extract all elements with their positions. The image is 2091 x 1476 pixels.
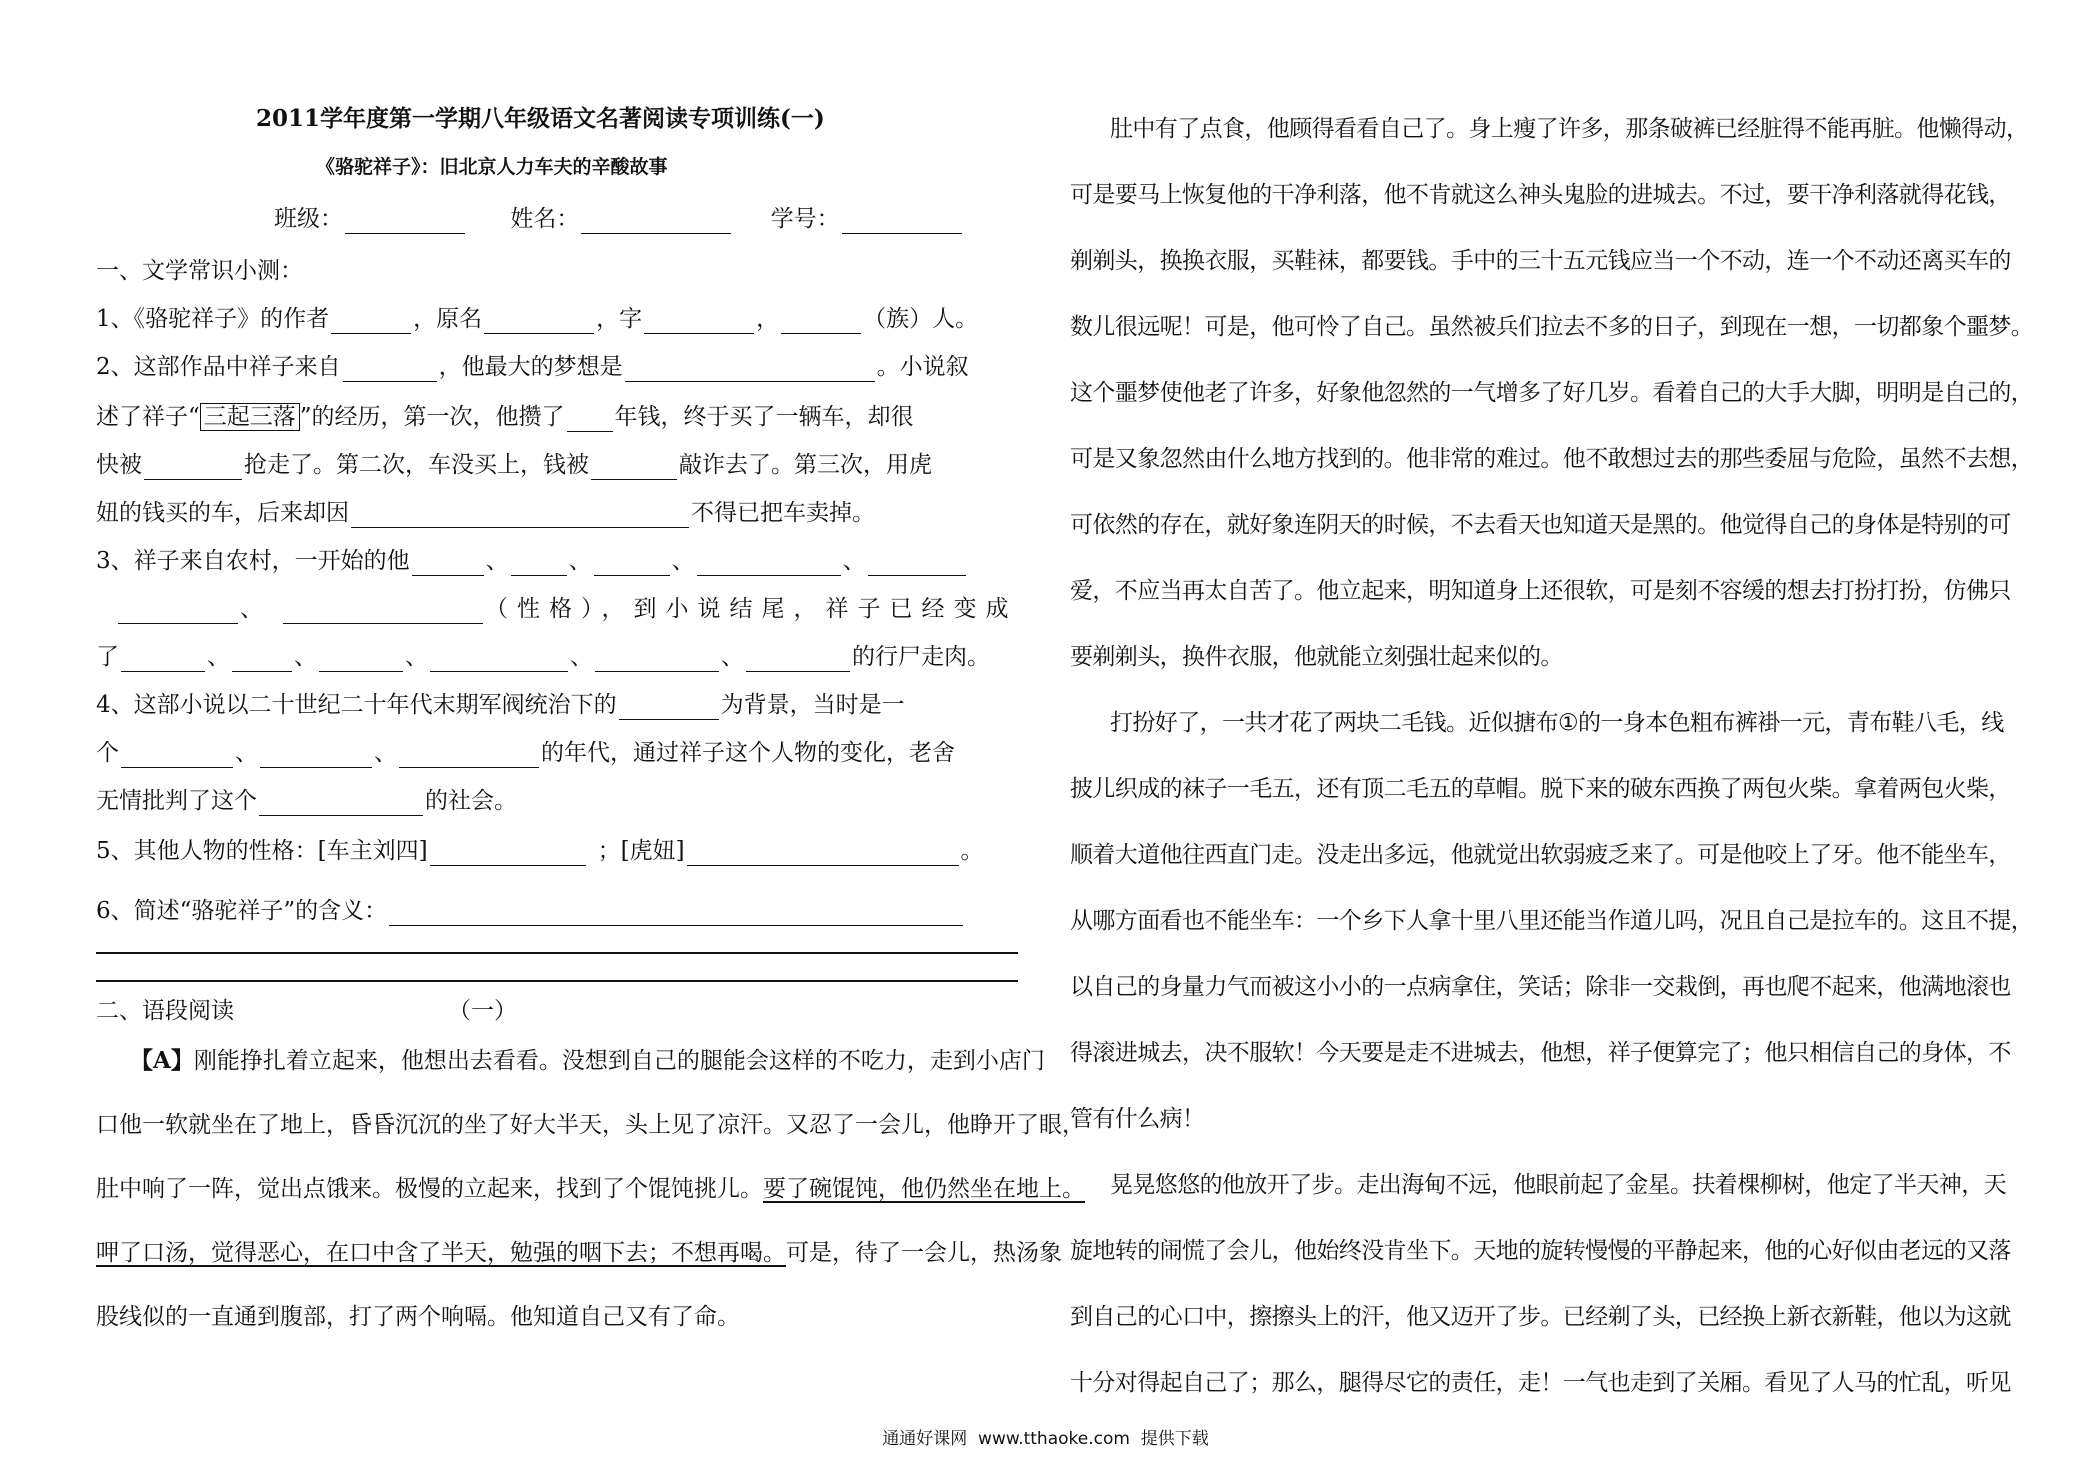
q2-text-f: 年钱，终于买了一辆车，却很 xyxy=(614,404,914,430)
q5-huniu-blank[interactable] xyxy=(687,843,959,866)
underlined-sentence-1: 要了碗馄饨，他仍然坐在地上。 xyxy=(763,1176,1085,1202)
q5-text-b: ；[虎妞] xyxy=(597,838,685,864)
passage-line: 这个噩梦使他老了许多，好象他忽然的一气增多了好几岁。看着自己的大手大脚，明明是自己的， xyxy=(1070,380,2034,406)
student-info-row xyxy=(274,204,964,234)
q4-text-d: 的年代，通过祥子这个人物的变化，老舍 xyxy=(541,740,955,766)
passage-line: 可是要马上恢复他的干净利落，他不肯就这么神头鬼脸的进城去。不过，要干净利落就得花钱， xyxy=(1070,182,2011,208)
q2-reason-blank[interactable] xyxy=(351,505,689,528)
passage-line: 数儿很远呢！可是，他可怜了自己。虽然被兵们拉去不多的日子，到现在一想，一切都象个噩梦。 xyxy=(1070,314,2034,340)
question-6 xyxy=(96,896,965,926)
q3-end-blank-6[interactable] xyxy=(746,649,850,672)
q2-text-c: 。小说叙 xyxy=(876,354,969,380)
q5-text-a: 5、其他人物的性格：[车主刘四] xyxy=(96,838,428,864)
q2-text-j: 妞的钱买的车，后来却因 xyxy=(96,500,349,526)
separator: 、 xyxy=(485,548,509,574)
q6-answer-line-2[interactable] xyxy=(96,952,1018,954)
page-subtitle: 《骆驼祥子》：旧北京人力车夫的辛酸故事 xyxy=(316,156,668,178)
q2-text-b: ，他最大的梦想是 xyxy=(438,354,623,380)
page-title: 2011学年度第一学期八年级语文名著阅读专项训练(一) xyxy=(256,105,825,132)
passage-line: 打扮好了，一共才花了两块二毛钱。近似搪布①的一身本色粗布裤褂一元，青布鞋八毛，线 xyxy=(1110,710,2004,736)
q3-text-a: 3、祥子来自农村，一开始的他 xyxy=(96,548,410,574)
q4-era-blank-2[interactable] xyxy=(260,745,372,768)
name-field[interactable] xyxy=(581,211,731,234)
q1-ethnicity-blank[interactable] xyxy=(781,311,861,334)
q4-text-b: 为背景，当时是一 xyxy=(720,692,905,718)
passage-line: 以自己的身量力气而被这小小的一点病拿住，笑话；除非一交栽倒，再也爬不起来，他满地滚也 xyxy=(1070,974,2011,1000)
question-3-line-2 xyxy=(96,594,1018,624)
passage-a-line-1 xyxy=(130,1046,1045,1076)
q2-taken-by-blank[interactable] xyxy=(144,457,242,480)
q2-text-d: 述了祥子“ xyxy=(96,404,200,430)
question-5 xyxy=(96,836,984,866)
q2-boxed-phrase: 三起三落 xyxy=(200,403,300,431)
q3-text-d: 的行尸走肉。 xyxy=(852,644,990,670)
page-footer: 通通好课网 www.tthaoke.com 提供下载 xyxy=(882,1429,1209,1449)
separator: 、 xyxy=(842,548,866,574)
question-4-line-2 xyxy=(96,738,955,768)
q5-liusi-blank[interactable] xyxy=(430,843,586,866)
separator: 、 xyxy=(235,740,258,766)
name-label: 姓名： xyxy=(510,206,580,232)
q1-text-b: ，原名 xyxy=(413,306,483,332)
question-2-line-2 xyxy=(96,402,914,432)
passage-a-line-4 xyxy=(96,1238,1062,1268)
class-field[interactable] xyxy=(345,211,465,234)
q3-end-blank-5[interactable] xyxy=(595,649,719,672)
q3-end-blank-1[interactable] xyxy=(121,649,205,672)
passage-line: 可是又象忽然由什么地方找到的。他非常的难过。他不敢想过去的那些委屈与危险，虽然不去想， xyxy=(1070,446,2034,472)
separator: 、 xyxy=(207,644,230,670)
q1-text-c: ，字 xyxy=(596,306,643,332)
question-3-line-1 xyxy=(96,546,968,576)
passage-a-line-5: 股线似的一直通到腹部，打了两个响嗝。他知道自己又有了命。 xyxy=(96,1304,740,1330)
passage-text: 刚能挣扎着立起来，他想出去看看。没想到自己的腿能会这样的不吃力，走到小店门 xyxy=(193,1048,1045,1074)
q1-courtesy-name-blank[interactable] xyxy=(644,311,754,334)
passage-line: 从哪方面看也不能坐车：一个乡下人拿十里八里还能当作道儿吗，况且自己是拉车的。这且不提， xyxy=(1070,908,2034,934)
q4-background-blank[interactable] xyxy=(619,697,719,720)
q2-text-i: 敲诈去了。第三次，用虎 xyxy=(679,452,932,478)
section2-part: （一） xyxy=(448,998,517,1024)
q3-trait-blank-4[interactable] xyxy=(697,553,841,576)
section2-title: 二、语段阅读 xyxy=(96,998,234,1024)
q5-text-c: 。 xyxy=(960,838,984,864)
q3-end-blank-2[interactable] xyxy=(232,649,292,672)
passage-line: 晃晃悠悠的他放开了步。走出海甸不远，他眼前起了金星。扶着棵柳树，他定了半天神，天 xyxy=(1110,1172,2007,1198)
passage-line: 要剃剃头，换件衣服，他就能立刻强壮起来似的。 xyxy=(1070,644,1563,670)
question-4-line-3 xyxy=(96,786,517,816)
q1-text-a: 1、《骆驼祥子》的作者 xyxy=(96,306,330,332)
q3-trait-blank-2[interactable] xyxy=(511,553,567,576)
q4-society-blank[interactable] xyxy=(259,793,423,816)
q3-trait-blank-7[interactable] xyxy=(283,601,483,624)
passage-line: 肚中有了点食，他顾得看看自己了。身上瘦了许多，那条破裤已经脏得不能再脏。他懒得动， xyxy=(1110,116,2029,142)
question-4-line-1 xyxy=(96,690,905,720)
q3-text-c: 了 xyxy=(96,644,119,670)
q2-text-g: 快被 xyxy=(96,452,142,478)
passage-line: 到自己的心口中，擦擦头上的汗，他又迈开了步。已经剃了头，已经换上新衣新鞋，他以为这就 xyxy=(1070,1304,2011,1330)
q3-end-blank-3[interactable] xyxy=(319,649,403,672)
separator: 、 xyxy=(721,644,744,670)
q3-trait-blank-1[interactable] xyxy=(412,553,484,576)
separator: 、 xyxy=(568,548,592,574)
question-1 xyxy=(96,304,978,334)
passage-line: 可依然的存在，就好象连阴天的时候，不去看天也知道天是黑的。他觉得自己的身体是特别的可 xyxy=(1070,512,2011,538)
q2-text-h: 抢走了。第二次，车没买上，钱被 xyxy=(244,452,589,478)
separator: 、 xyxy=(240,596,263,622)
q2-dream-blank[interactable] xyxy=(625,359,875,382)
separator: 、 xyxy=(294,644,317,670)
q1-name-blank[interactable] xyxy=(484,311,594,334)
class-label: 班级： xyxy=(274,206,343,232)
separator: 、 xyxy=(374,740,397,766)
q4-text-e: 无情批判了这个 xyxy=(96,788,257,814)
passage-line: 管有什么病！ xyxy=(1070,1106,1205,1132)
q2-origin-blank[interactable] xyxy=(343,359,437,382)
passage-line: 剃剃头，换换衣服，买鞋袜，都要钱。手中的三十五元钱应当一个不动，连一个不动还离买车的 xyxy=(1070,248,2011,274)
q2-text-a: 2、这部作品中祥子来自 xyxy=(96,354,341,380)
question-2-line-1 xyxy=(96,352,969,382)
q1-text-d: ， xyxy=(756,306,780,332)
q3-trait-blank-3[interactable] xyxy=(594,553,670,576)
passage-line: 顺着大道他往西直门走。没走出多远，他就觉出软弱疲乏来了。可是他咬上了牙。他不能坐车， xyxy=(1070,842,2011,868)
q4-text-f: 的社会。 xyxy=(425,788,517,814)
q2-years-blank[interactable] xyxy=(567,409,613,432)
q6-answer-line-3[interactable] xyxy=(96,980,1018,982)
passage-a-line-2: 口他一软就坐在了地上，昏昏沉沉的坐了好大半天，头上见了凉汗。又忍了一会儿，他睁开了眼， xyxy=(96,1112,1085,1138)
passage-line: 披儿织成的袜子一毛五，还有顶二毛五的草帽。脱下来的破东西换了两包火柴。拿着两包火柴， xyxy=(1070,776,2011,802)
q3-text-b: （性格），到小说结尾，祥子已经变成 xyxy=(485,596,1018,622)
q1-text-e: （族）人。 xyxy=(863,306,979,332)
q4-text-c: 个 xyxy=(96,740,119,766)
passage-text: 可是，待了一会儿，热汤象 xyxy=(786,1240,1062,1266)
q3-trait-blank-5[interactable] xyxy=(868,553,966,576)
passage-line: 爱，不应当再太自苦了。他立起来，明知道身上还很软，可是刻不容缓的想去打扮打扮，仿佛只 xyxy=(1070,578,2011,604)
question-3-line-3 xyxy=(96,642,990,672)
separator: 、 xyxy=(405,644,428,670)
q4-era-blank-3[interactable] xyxy=(399,745,539,768)
q2-text-e: ”的经历，第一次，他攒了 xyxy=(299,404,565,430)
passage-text: 肚中响了一阵，觉出点饿来。极慢的立起来，找到了个馄饨挑儿。 xyxy=(96,1176,763,1202)
student-id-label: 学号： xyxy=(770,206,840,232)
q2-text-k: 不得已把车卖掉。 xyxy=(691,500,875,526)
q2-extorted-by-blank[interactable] xyxy=(591,457,677,480)
q6-text-a: 6、简述“骆驼祥子”的含义： xyxy=(96,898,388,924)
q3-end-blank-4[interactable] xyxy=(430,649,568,672)
q3-trait-blank-6[interactable] xyxy=(118,601,238,624)
section2-heading xyxy=(96,996,517,1026)
question-2-line-4 xyxy=(96,498,875,528)
q4-era-blank-1[interactable] xyxy=(121,745,233,768)
underlined-sentence-2: 呷了口汤，觉得恶心，在口中含了半天，勉强的咽下去；不想再喝。 xyxy=(96,1240,786,1266)
section1-heading: 一、文学常识小测： xyxy=(96,258,303,284)
separator: 、 xyxy=(570,644,593,670)
passage-a-line-3 xyxy=(96,1174,1085,1204)
passage-line: 十分对得起自己了；那么，腿得尽它的责任，走！一气也走到了关厢。看见了人马的忙乱，听见 xyxy=(1070,1370,2011,1396)
separator: 、 xyxy=(671,548,695,574)
student-id-field[interactable] xyxy=(842,211,962,234)
q6-answer-blank-1[interactable] xyxy=(389,903,963,926)
passage-line: 旋地转的闹慌了会儿，他始终没肯坐下。天地的旋转慢慢的平静起来，他的心好似由老远的又落 xyxy=(1070,1238,2011,1264)
question-2-line-3 xyxy=(96,450,932,480)
passage-a-label: 【A】 xyxy=(130,1047,194,1074)
q4-text-a: 4、这部小说以二十世纪二十年代末期军阀统治下的 xyxy=(96,692,617,718)
q1-author-blank[interactable] xyxy=(331,311,411,334)
passage-line: 得滚进城去，决不服软！今天要是走不进城去，他想，祥子便算完了；他只相信自己的身体，不 xyxy=(1070,1040,2011,1066)
